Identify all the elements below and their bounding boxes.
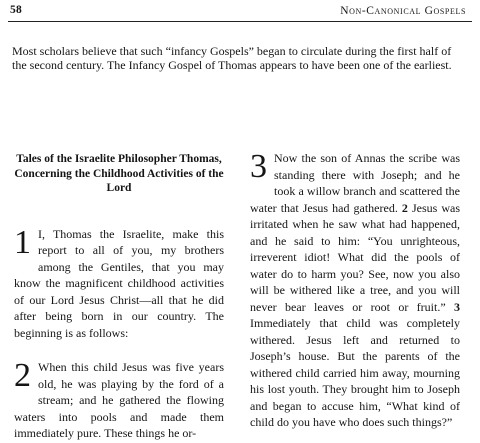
chapter-3-text-c: Immediately that child was completely withered. Jesus left and returned to Joseph’s house. But the parents of the withered child carried him away, mourning his lost youth. They brought him to Joseph and began to accuse him, “What kind of child do you have who does such things?” xyxy=(250,316,460,429)
chapter-3-number: 3 xyxy=(250,148,267,185)
chapter-3-text-a: Now the son of Annas the scribe was standing there with Joseph; and he took a willow branch and scattered the water that Jesus had gathered. xyxy=(250,151,460,215)
verse-3-number: 3 xyxy=(454,299,460,314)
chapter-2 xyxy=(14,359,224,442)
header-rule xyxy=(8,21,472,22)
chapter-1 xyxy=(14,223,224,342)
chapter-2-number: 2 xyxy=(14,357,31,395)
intro-paragraph: Most scholars believe that such “infancy Gospels” began to circulate during the first half of the second century. The Infancy Gospel of Thomas appears to have been one of the earliest. xyxy=(12,44,452,73)
chapter-1-text: I, Thomas the Israelite, make this report to all of you, my brothers among the Gentiles, that you may know the magnificent childhood activities of our Lord Jesus Christ—all that he did after being born in our country. The beginning is as follows: xyxy=(14,226,224,340)
chapter-1-number: 1 xyxy=(14,223,31,261)
right-column xyxy=(250,146,460,431)
chapter-3-text-b: Jesus was irritated when he saw what had happened, and he said to him: “You unrighteous, irreverent idiot! What did the pools of water do to harm you? See, now you also will be withered like a tree, and you will never bear leaves or root or fruit.” xyxy=(250,200,461,314)
left-column xyxy=(14,146,224,442)
page-number: 58 xyxy=(10,4,22,16)
verse-2-number: 2 xyxy=(401,200,408,215)
running-head: Non-Canonical Gospels xyxy=(340,5,466,17)
section-title: Tales of the Israelite Philosopher Thomas, Concerning the Childhood Activities of the Lord xyxy=(14,153,224,195)
chapter-3 xyxy=(250,150,460,431)
chapter-2-text: When this child Jesus was five years old, he was playing by the ford of a stream; and he gathered the flowing waters into pools and made them immediately pure. These things he or- xyxy=(14,360,224,441)
